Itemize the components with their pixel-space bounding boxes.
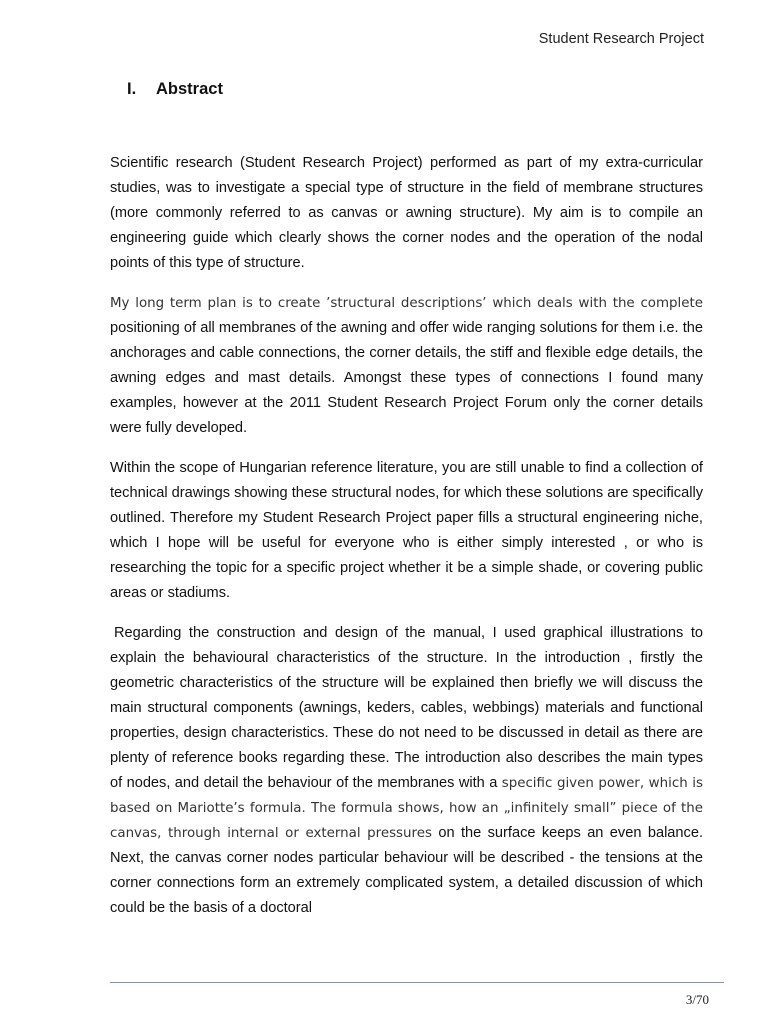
paragraph-text-light: specific given power, which is based on Mariotte’s formula. The formula shows, how an „infinitely small” piece of the canvas, through internal or external pressures [110,776,704,841]
paragraph: Within the scope of Hungarian reference literature, you are still unable to find a collection of technical drawings showing these structural nodes, for which these solutions are specifically outlined. Therefore my Student Research Project paper fills a structural engineering niche, which I hope will be useful for everyone who is either simply interested , or who is researching the topic for a specific project whether it be a simple shade, or covering public areas or stadiums. [110,460,703,601]
paragraph-lead: My long term plan is to create ’structural descriptions’ which deals with the complete [110,296,703,311]
section-title: Abstract [156,80,223,98]
paragraph-text: positioning of all membranes of the awning and offer wide ranging solutions for them i.e. the anchorages and cable connections, the corner details, the stiff and flexible edge details, the awning edges and mast details. Amongst these types of connections I found many examples, however at the 2011 Student Research Project Forum only the corner details were fully developed. [110,320,703,436]
paragraph [110,291,703,441]
running-header: Student Research Project [538,31,704,47]
section-heading [127,80,223,99]
footer-divider [110,982,724,983]
body-text [110,151,703,936]
paragraph-text: Regarding the construction and design of the manual, I used graphical illustrations to explain the behavioural characteristics of the structure. In the introduction , firstly the geometric characteristics of the structure will be explained then briefly we will discuss the main structural components (awnings, keders, cables, webbings) materials and functional properties, design characteristics. These do not need to be discussed in detail as there are plenty of reference books regarding these. The introduction also describes the main types of nodes, and detail the behaviour of the membranes with a [110,625,703,791]
paragraph: Scientific research (Student Research Project) performed as part of my extra-curricular studies, was to investigate a special type of structure in the field of membrane structures (more commonly referred to as canvas or awning structure). My aim is to compile an engineering guide which clearly shows the corner nodes and the operation of the nodal points of this type of structure. [110,155,703,271]
page-number: 3/70 [685,992,709,1007]
paragraph-text: on the surface keeps an even balance. Next, the canvas corner nodes particular behaviour will be described - the tensions at the corner connections form an extremely complicated system, a detailed discussion of which could be the basis of a doctoral [110,825,704,916]
paragraph [110,621,703,921]
section-number: I. [127,80,137,98]
